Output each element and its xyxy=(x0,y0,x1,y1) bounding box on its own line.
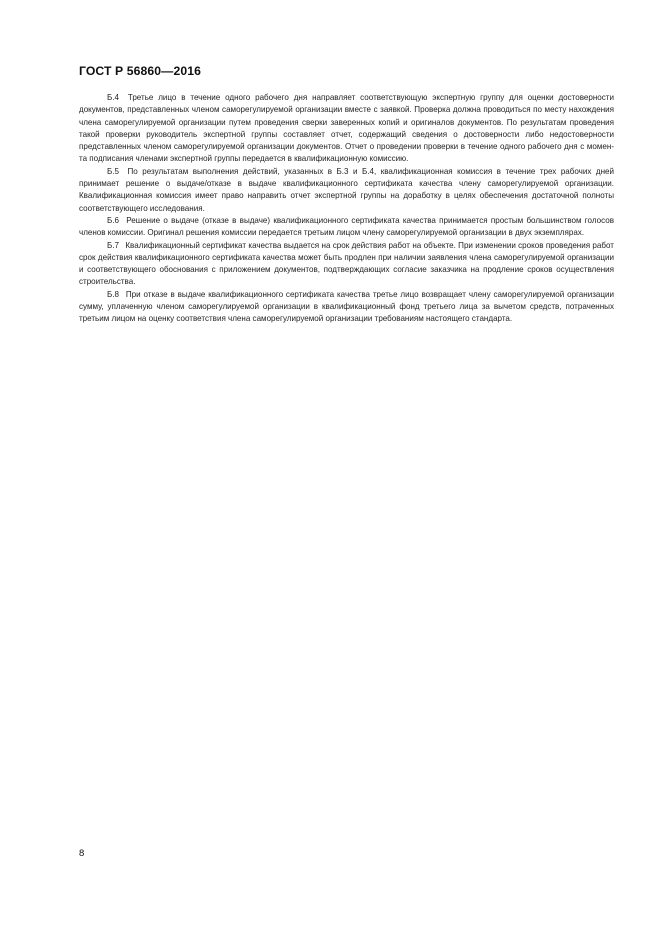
clause-number: Б.4 xyxy=(107,93,119,102)
clause-number: Б.5 xyxy=(107,166,119,176)
clause-b4 xyxy=(79,92,614,166)
clause-text: При отказе в выдаче квалификационного сертификата качества третье лицо возвращает члену саморегулируемой организации сумму, уплаченную членом саморегулируемой организации в квалификационный фонд третьего лица за вычетом средств, потраченных третьим лицом на оценку соответствия члена саморегулируемой организации требованиям настоящего стандарта. xyxy=(79,289,614,324)
page-number: 8 xyxy=(79,848,85,859)
clause-b5 xyxy=(79,166,614,215)
clause-number: Б.7 xyxy=(107,240,119,250)
clause-number: Б.8 xyxy=(107,289,119,299)
clause-text: По результатам выполнения действий, указанных в Б.3 и Б.4, квалификационная комиссия в течение трех рабочих дней принимает решение о выдаче/отказе в выдаче квалификационного сертификата качества члену саморегулируемой организации. Квалификационная комиссия имеет право направить отчет экспертной группы на доработку в целях обеспечения достаточной полноты соответствующего исследования. xyxy=(79,166,614,213)
document-body xyxy=(79,92,614,326)
clause-number: Б.6 xyxy=(107,215,119,225)
clause-b6 xyxy=(79,215,614,240)
clause-b8 xyxy=(79,289,614,326)
clause-b7 xyxy=(79,240,614,289)
clause-text: Решение о выдаче (отказе в выдаче) квалификационного сертификата качества принимается простым большинством голосов членов комиссии. Оригинал решения комиссии передается третьим лицом члену саморегулируемой организации в двух экземплярах. xyxy=(79,215,614,238)
clause-text: Третье лицо в течение одного рабочего дня направляет соответствующую экспертную группу для оценки достоверности документов, представленных членом саморегулируемой организации вместе с заявкой. Проверка должна проводиться по месту нахождения члена саморегулируемой организации путем проведения сверки заверенных копий и оригиналов документов. По результатам проведения такой проверки руководитель экспертной группы составляет отчет, содержащий сведения о достоверности либо недостоверности представленных членом саморегулируемой организации документов. Отчет о проведении проверки в течение одного рабочего дня с момента подписания членами экспертной группы передается в квалификационную комиссию. xyxy=(79,93,614,164)
standard-code-header: ГОСТ Р 56860—2016 xyxy=(79,64,201,78)
clause-text: Квалификационный сертификат качества выдается на срок действия работ на объекте. При изменении сроков проведения работ срок действия квалификационного сертификата качества может быть продлен при наличии заявления члена саморегулируемой организации и соответствующего обоснования с приложением документов, подтверждающих согласие заказчика на продление сроков осуществления строительства. xyxy=(79,240,614,287)
